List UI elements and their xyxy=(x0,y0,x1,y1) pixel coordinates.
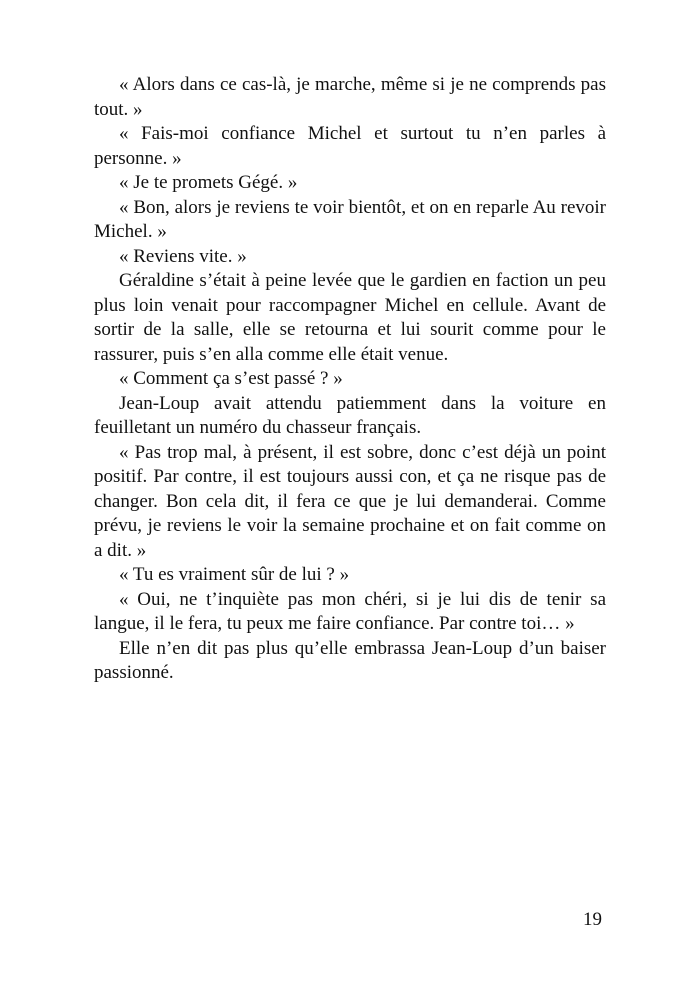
paragraph: « Comment ça s’est passé ? » xyxy=(119,368,343,389)
paragraph: « Je te promets Gégé. » xyxy=(119,172,298,193)
paragraph: Jean-Loup avait attendu patiemment dans la voiture en feuilletant un numéro du chasseur français. xyxy=(94,392,606,438)
paragraph: « Oui, ne t’inquiète pas mon chéri, si je lui dis de tenir sa langue, il le fera, tu peux me faire confiance. Par contre toi… » xyxy=(94,588,606,634)
paragraph: « Tu es vraiment sûr de lui ? » xyxy=(119,564,350,585)
paragraph: Elle n’en dit pas plus qu’elle embrassa Jean-Loup d’un baiser passionné. xyxy=(94,637,606,683)
paragraph: « Pas trop mal, à présent, il est sobre, donc c’est déjà un point positif. Par contre, il est toujours aussi con, et ça ne risque pas de changer. Bon cela dit, il fera ce que je lui demanderai. Comme prévu, je reviens le voir la semaine prochaine et on fait comme on a dit. » xyxy=(94,441,606,561)
page-body xyxy=(94,73,606,686)
paragraph: « Fais-moi confiance Michel et surtout tu n’en parles à personne. » xyxy=(94,123,606,169)
paragraph: Géraldine s’était à peine levée que le gardien en faction un peu plus loin venait pour raccompagner Michel en cellule. Avant de sortir de la salle, elle se retourna et lui sourit comme pour le rassurer, puis s’en alla comme elle était venue. xyxy=(94,270,606,365)
page-number: 19 xyxy=(583,909,602,930)
paragraph: « Reviens vite. » xyxy=(119,245,247,267)
paragraph: « Bon, alors je reviens te voir bientôt, et on en reparle Au revoir Michel. » xyxy=(94,196,606,242)
paragraph: « Alors dans ce cas-là, je marche, même si je ne comprends pas tout. » xyxy=(94,74,606,120)
